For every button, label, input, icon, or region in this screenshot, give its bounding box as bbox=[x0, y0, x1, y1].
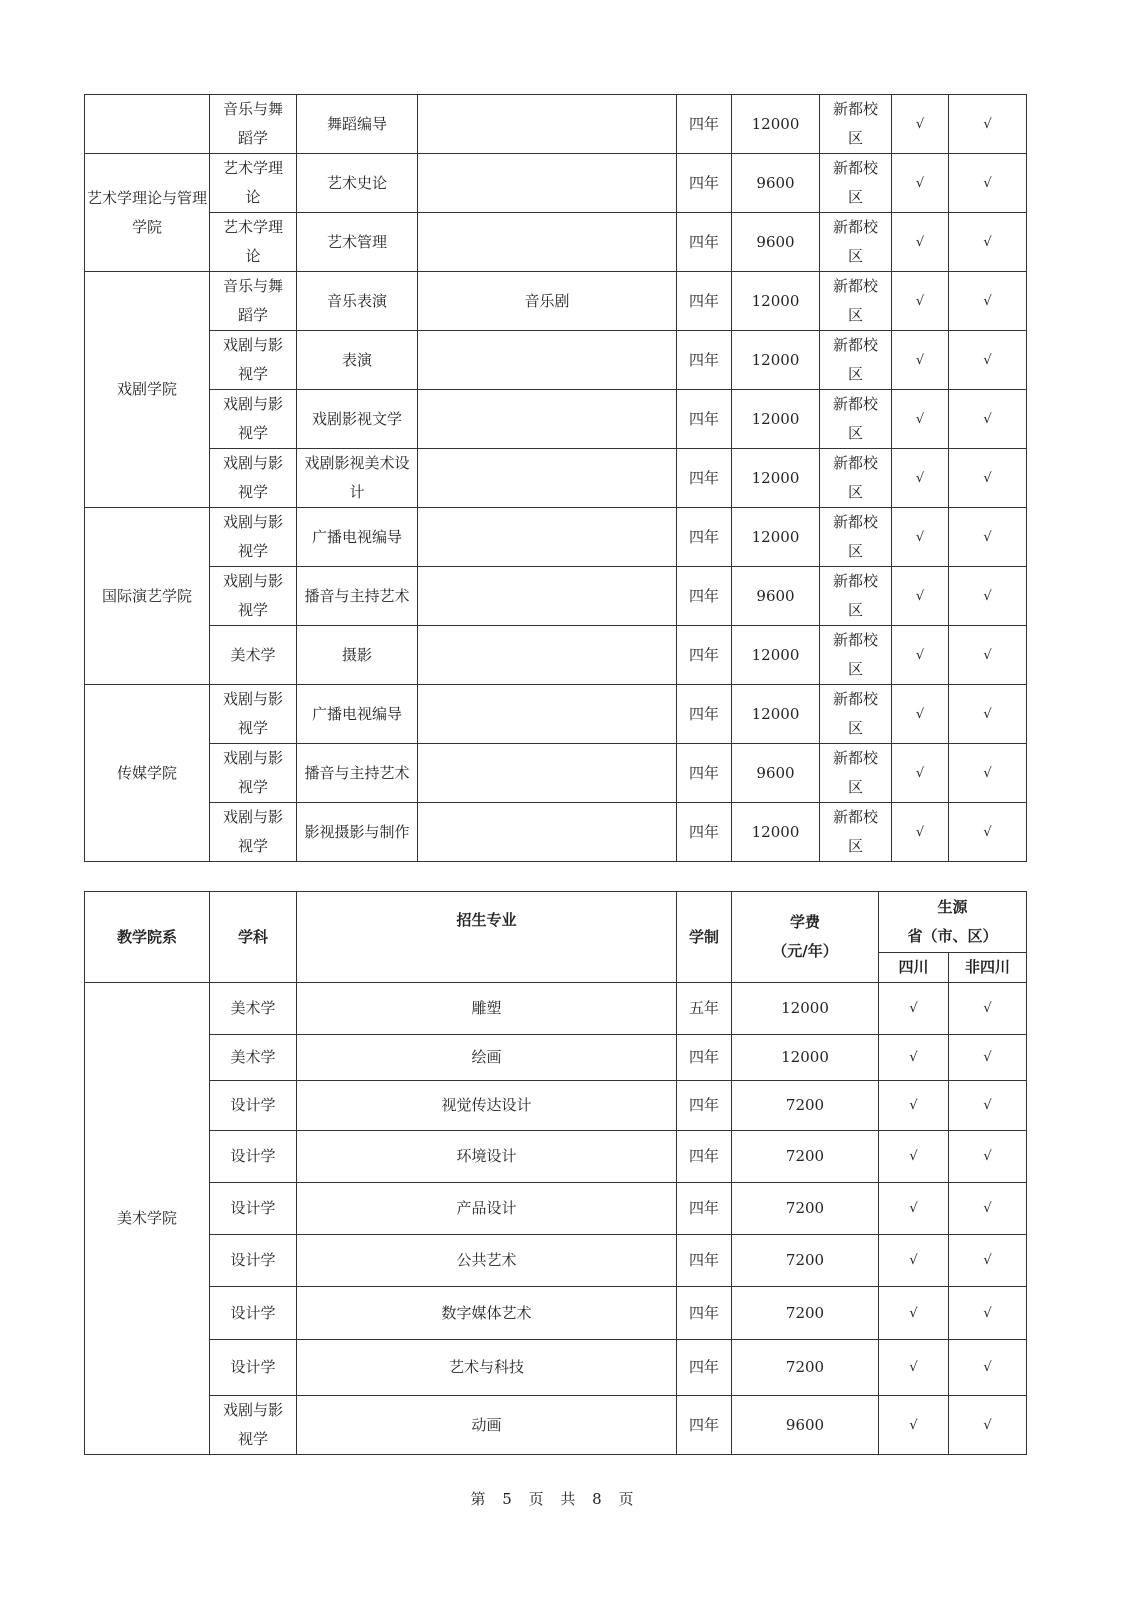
sichuan-check-icon: √ bbox=[879, 1081, 949, 1131]
sichuan-check-icon: √ bbox=[892, 449, 949, 508]
subject-cell: 戏剧与影视学 bbox=[210, 1396, 297, 1455]
major-cell: 视觉传达设计 bbox=[297, 1081, 677, 1131]
major-cell: 舞蹈编导 bbox=[297, 95, 418, 154]
direction-cell bbox=[418, 685, 677, 744]
non-sichuan-check-icon: √ bbox=[949, 1183, 1027, 1235]
major-cell: 艺术与科技 bbox=[297, 1340, 677, 1396]
duration-cell: 四年 bbox=[677, 1340, 732, 1396]
non-sichuan-check-icon: √ bbox=[949, 272, 1027, 331]
header-fee-line1: 学费 bbox=[789, 913, 820, 931]
non-sichuan-check-icon: √ bbox=[949, 1131, 1027, 1183]
sichuan-check-icon: √ bbox=[892, 803, 949, 862]
direction-cell bbox=[418, 95, 677, 154]
major-cell: 数字媒体艺术 bbox=[297, 1287, 677, 1340]
subject-cell: 设计学 bbox=[210, 1131, 297, 1183]
subject-cell: 戏剧与影视学 bbox=[210, 744, 297, 803]
subject-cell: 美术学 bbox=[210, 626, 297, 685]
subject-cell: 美术学 bbox=[210, 1035, 297, 1081]
sichuan-check-icon: √ bbox=[879, 1396, 949, 1455]
table-row bbox=[85, 331, 1027, 390]
header-fee bbox=[732, 892, 879, 983]
table-row bbox=[85, 1396, 1027, 1455]
non-sichuan-check-icon: √ bbox=[949, 449, 1027, 508]
campus-cell: 新都校区 bbox=[820, 272, 892, 331]
subject-cell: 戏剧与影视学 bbox=[210, 803, 297, 862]
major-cell: 公共艺术 bbox=[297, 1235, 677, 1287]
fee-cell: 7200 bbox=[732, 1235, 879, 1287]
subject-cell: 戏剧与影视学 bbox=[210, 567, 297, 626]
table-row bbox=[85, 1081, 1027, 1131]
subject-cell: 音乐与舞蹈学 bbox=[210, 272, 297, 331]
duration-cell: 四年 bbox=[677, 626, 732, 685]
subject-cell: 设计学 bbox=[210, 1340, 297, 1396]
sichuan-check-icon: √ bbox=[892, 331, 949, 390]
subject-cell: 音乐与舞蹈学 bbox=[210, 95, 297, 154]
major-cell: 环境设计 bbox=[297, 1131, 677, 1183]
sichuan-check-icon: √ bbox=[892, 154, 949, 213]
non-sichuan-check-icon: √ bbox=[949, 567, 1027, 626]
subject-cell: 设计学 bbox=[210, 1235, 297, 1287]
duration-cell: 四年 bbox=[677, 1235, 732, 1287]
fee-cell: 9600 bbox=[732, 1396, 879, 1455]
major-cell: 艺术管理 bbox=[297, 213, 418, 272]
header-source-line2: 省（市、区） bbox=[907, 927, 998, 945]
non-sichuan-check-icon: √ bbox=[949, 95, 1027, 154]
header-college: 教学院系 bbox=[85, 892, 210, 983]
fee-cell: 12000 bbox=[732, 390, 820, 449]
table-row bbox=[85, 1131, 1027, 1183]
college-cell: 传媒学院 bbox=[85, 685, 210, 862]
duration-cell: 四年 bbox=[677, 1131, 732, 1183]
fee-cell: 12000 bbox=[732, 685, 820, 744]
non-sichuan-check-icon: √ bbox=[949, 1287, 1027, 1340]
duration-cell: 四年 bbox=[677, 744, 732, 803]
fee-cell: 12000 bbox=[732, 95, 820, 154]
direction-cell bbox=[418, 331, 677, 390]
duration-cell: 五年 bbox=[677, 983, 732, 1035]
major-cell: 摄影 bbox=[297, 626, 418, 685]
fee-cell: 7200 bbox=[732, 1081, 879, 1131]
direction-cell bbox=[418, 390, 677, 449]
table-row bbox=[85, 390, 1027, 449]
campus-cell: 新都校区 bbox=[820, 154, 892, 213]
direction-cell bbox=[418, 626, 677, 685]
campus-cell: 新都校区 bbox=[820, 508, 892, 567]
duration-cell: 四年 bbox=[677, 213, 732, 272]
campus-cell: 新都校区 bbox=[820, 95, 892, 154]
fee-cell: 12000 bbox=[732, 803, 820, 862]
table-row bbox=[85, 272, 1027, 331]
fee-cell: 12000 bbox=[732, 626, 820, 685]
table-row bbox=[85, 685, 1027, 744]
table-row bbox=[85, 508, 1027, 567]
fee-cell: 12000 bbox=[732, 983, 879, 1035]
sichuan-check-icon: √ bbox=[892, 272, 949, 331]
non-sichuan-check-icon: √ bbox=[949, 213, 1027, 272]
header-source-line1: 生源 bbox=[937, 898, 968, 916]
major-cell: 动画 bbox=[297, 1396, 677, 1455]
college-cell: 美术学院 bbox=[85, 983, 210, 1455]
duration-cell: 四年 bbox=[677, 685, 732, 744]
major-cell: 戏剧影视美术设计 bbox=[297, 449, 418, 508]
major-cell: 广播电视编导 bbox=[297, 508, 418, 567]
major-cell: 绘画 bbox=[297, 1035, 677, 1081]
major-cell: 播音与主持艺术 bbox=[297, 744, 418, 803]
duration-cell: 四年 bbox=[677, 1287, 732, 1340]
college-cell: 国际演艺学院 bbox=[85, 508, 210, 685]
subject-cell: 戏剧与影视学 bbox=[210, 685, 297, 744]
campus-cell: 新都校区 bbox=[820, 567, 892, 626]
sichuan-check-icon: √ bbox=[892, 390, 949, 449]
header-non-sichuan: 非四川 bbox=[949, 953, 1027, 983]
duration-cell: 四年 bbox=[677, 1081, 732, 1131]
sichuan-check-icon: √ bbox=[892, 744, 949, 803]
major-cell: 音乐表演 bbox=[297, 272, 418, 331]
subject-cell: 美术学 bbox=[210, 983, 297, 1035]
non-sichuan-check-icon: √ bbox=[949, 331, 1027, 390]
duration-cell: 四年 bbox=[677, 154, 732, 213]
duration-cell: 四年 bbox=[677, 1396, 732, 1455]
duration-cell: 四年 bbox=[677, 95, 732, 154]
table-row bbox=[85, 803, 1027, 862]
enrollment-table-continued bbox=[84, 94, 1027, 862]
table-row bbox=[85, 626, 1027, 685]
non-sichuan-check-icon: √ bbox=[949, 1340, 1027, 1396]
major-cell: 戏剧影视文学 bbox=[297, 390, 418, 449]
duration-cell: 四年 bbox=[677, 449, 732, 508]
non-sichuan-check-icon: √ bbox=[949, 1035, 1027, 1081]
sichuan-check-icon: √ bbox=[879, 983, 949, 1035]
campus-cell: 新都校区 bbox=[820, 744, 892, 803]
duration-cell: 四年 bbox=[677, 508, 732, 567]
major-cell: 产品设计 bbox=[297, 1183, 677, 1235]
sichuan-check-icon: √ bbox=[892, 685, 949, 744]
table-row bbox=[85, 1183, 1027, 1235]
direction-cell bbox=[418, 213, 677, 272]
subject-cell: 戏剧与影视学 bbox=[210, 331, 297, 390]
subject-cell: 艺术学理论 bbox=[210, 154, 297, 213]
header-major: 招生专业 bbox=[297, 892, 677, 983]
subject-cell: 设计学 bbox=[210, 1287, 297, 1340]
college-cell: 艺术学理论与管理学院 bbox=[85, 154, 210, 272]
table-row bbox=[85, 1287, 1027, 1340]
duration-cell: 四年 bbox=[677, 272, 732, 331]
major-cell: 艺术史论 bbox=[297, 154, 418, 213]
non-sichuan-check-icon: √ bbox=[949, 803, 1027, 862]
campus-cell: 新都校区 bbox=[820, 213, 892, 272]
non-sichuan-check-icon: √ bbox=[949, 685, 1027, 744]
sichuan-check-icon: √ bbox=[892, 626, 949, 685]
sichuan-check-icon: √ bbox=[879, 1131, 949, 1183]
fee-cell: 9600 bbox=[732, 744, 820, 803]
table-row bbox=[85, 1035, 1027, 1081]
table-row bbox=[85, 567, 1027, 626]
art-college-table bbox=[84, 891, 1027, 1455]
table-row bbox=[85, 213, 1027, 272]
fee-cell: 7200 bbox=[732, 1131, 879, 1183]
subject-cell: 设计学 bbox=[210, 1183, 297, 1235]
non-sichuan-check-icon: √ bbox=[949, 983, 1027, 1035]
college-cell bbox=[85, 95, 210, 154]
subject-cell: 戏剧与影视学 bbox=[210, 449, 297, 508]
header-duration: 学制 bbox=[677, 892, 732, 983]
header-fee-line2: （元/年） bbox=[772, 942, 838, 960]
direction-cell bbox=[418, 744, 677, 803]
campus-cell: 新都校区 bbox=[820, 390, 892, 449]
sichuan-check-icon: √ bbox=[892, 213, 949, 272]
sichuan-check-icon: √ bbox=[879, 1340, 949, 1396]
non-sichuan-check-icon: √ bbox=[949, 1081, 1027, 1131]
subject-cell: 设计学 bbox=[210, 1081, 297, 1131]
subject-cell: 艺术学理论 bbox=[210, 213, 297, 272]
non-sichuan-check-icon: √ bbox=[949, 626, 1027, 685]
sichuan-check-icon: √ bbox=[892, 95, 949, 154]
major-cell: 表演 bbox=[297, 331, 418, 390]
duration-cell: 四年 bbox=[677, 1183, 732, 1235]
non-sichuan-check-icon: √ bbox=[949, 1235, 1027, 1287]
fee-cell: 9600 bbox=[732, 213, 820, 272]
direction-cell bbox=[418, 803, 677, 862]
header-sichuan: 四川 bbox=[879, 953, 949, 983]
table-row bbox=[85, 154, 1027, 213]
table-row bbox=[85, 983, 1027, 1035]
major-cell: 广播电视编导 bbox=[297, 685, 418, 744]
sichuan-check-icon: √ bbox=[892, 567, 949, 626]
major-cell: 影视摄影与制作 bbox=[297, 803, 418, 862]
fee-cell: 12000 bbox=[732, 1035, 879, 1081]
table-row bbox=[85, 1340, 1027, 1396]
fee-cell: 12000 bbox=[732, 508, 820, 567]
sichuan-check-icon: √ bbox=[879, 1183, 949, 1235]
non-sichuan-check-icon: √ bbox=[949, 154, 1027, 213]
direction-cell bbox=[418, 449, 677, 508]
duration-cell: 四年 bbox=[677, 1035, 732, 1081]
fee-cell: 7200 bbox=[732, 1340, 879, 1396]
duration-cell: 四年 bbox=[677, 803, 732, 862]
header-source bbox=[879, 892, 1027, 953]
duration-cell: 四年 bbox=[677, 331, 732, 390]
fee-cell: 9600 bbox=[732, 567, 820, 626]
fee-cell: 7200 bbox=[732, 1183, 879, 1235]
table-row bbox=[85, 95, 1027, 154]
fee-cell: 12000 bbox=[732, 331, 820, 390]
campus-cell: 新都校区 bbox=[820, 685, 892, 744]
direction-cell bbox=[418, 567, 677, 626]
direction-cell bbox=[418, 154, 677, 213]
major-cell: 雕塑 bbox=[297, 983, 677, 1035]
campus-cell: 新都校区 bbox=[820, 331, 892, 390]
header-subject: 学科 bbox=[210, 892, 297, 983]
subject-cell: 戏剧与影视学 bbox=[210, 390, 297, 449]
table-row bbox=[85, 744, 1027, 803]
non-sichuan-check-icon: √ bbox=[949, 390, 1027, 449]
page-number: 第 5 页 共 8 页 bbox=[470, 1490, 640, 1508]
sichuan-check-icon: √ bbox=[879, 1287, 949, 1340]
sichuan-check-icon: √ bbox=[879, 1035, 949, 1081]
campus-cell: 新都校区 bbox=[820, 449, 892, 508]
non-sichuan-check-icon: √ bbox=[949, 1396, 1027, 1455]
fee-cell: 12000 bbox=[732, 449, 820, 508]
table-row bbox=[85, 449, 1027, 508]
college-cell: 戏剧学院 bbox=[85, 272, 210, 508]
fee-cell: 12000 bbox=[732, 272, 820, 331]
campus-cell: 新都校区 bbox=[820, 626, 892, 685]
sichuan-check-icon: √ bbox=[892, 508, 949, 567]
fee-cell: 9600 bbox=[732, 154, 820, 213]
duration-cell: 四年 bbox=[677, 567, 732, 626]
direction-cell bbox=[418, 508, 677, 567]
fee-cell: 7200 bbox=[732, 1287, 879, 1340]
campus-cell: 新都校区 bbox=[820, 803, 892, 862]
direction-cell: 音乐剧 bbox=[418, 272, 677, 331]
sichuan-check-icon: √ bbox=[879, 1235, 949, 1287]
duration-cell: 四年 bbox=[677, 390, 732, 449]
table-row bbox=[85, 1235, 1027, 1287]
non-sichuan-check-icon: √ bbox=[949, 508, 1027, 567]
non-sichuan-check-icon: √ bbox=[949, 744, 1027, 803]
subject-cell: 戏剧与影视学 bbox=[210, 508, 297, 567]
major-cell: 播音与主持艺术 bbox=[297, 567, 418, 626]
